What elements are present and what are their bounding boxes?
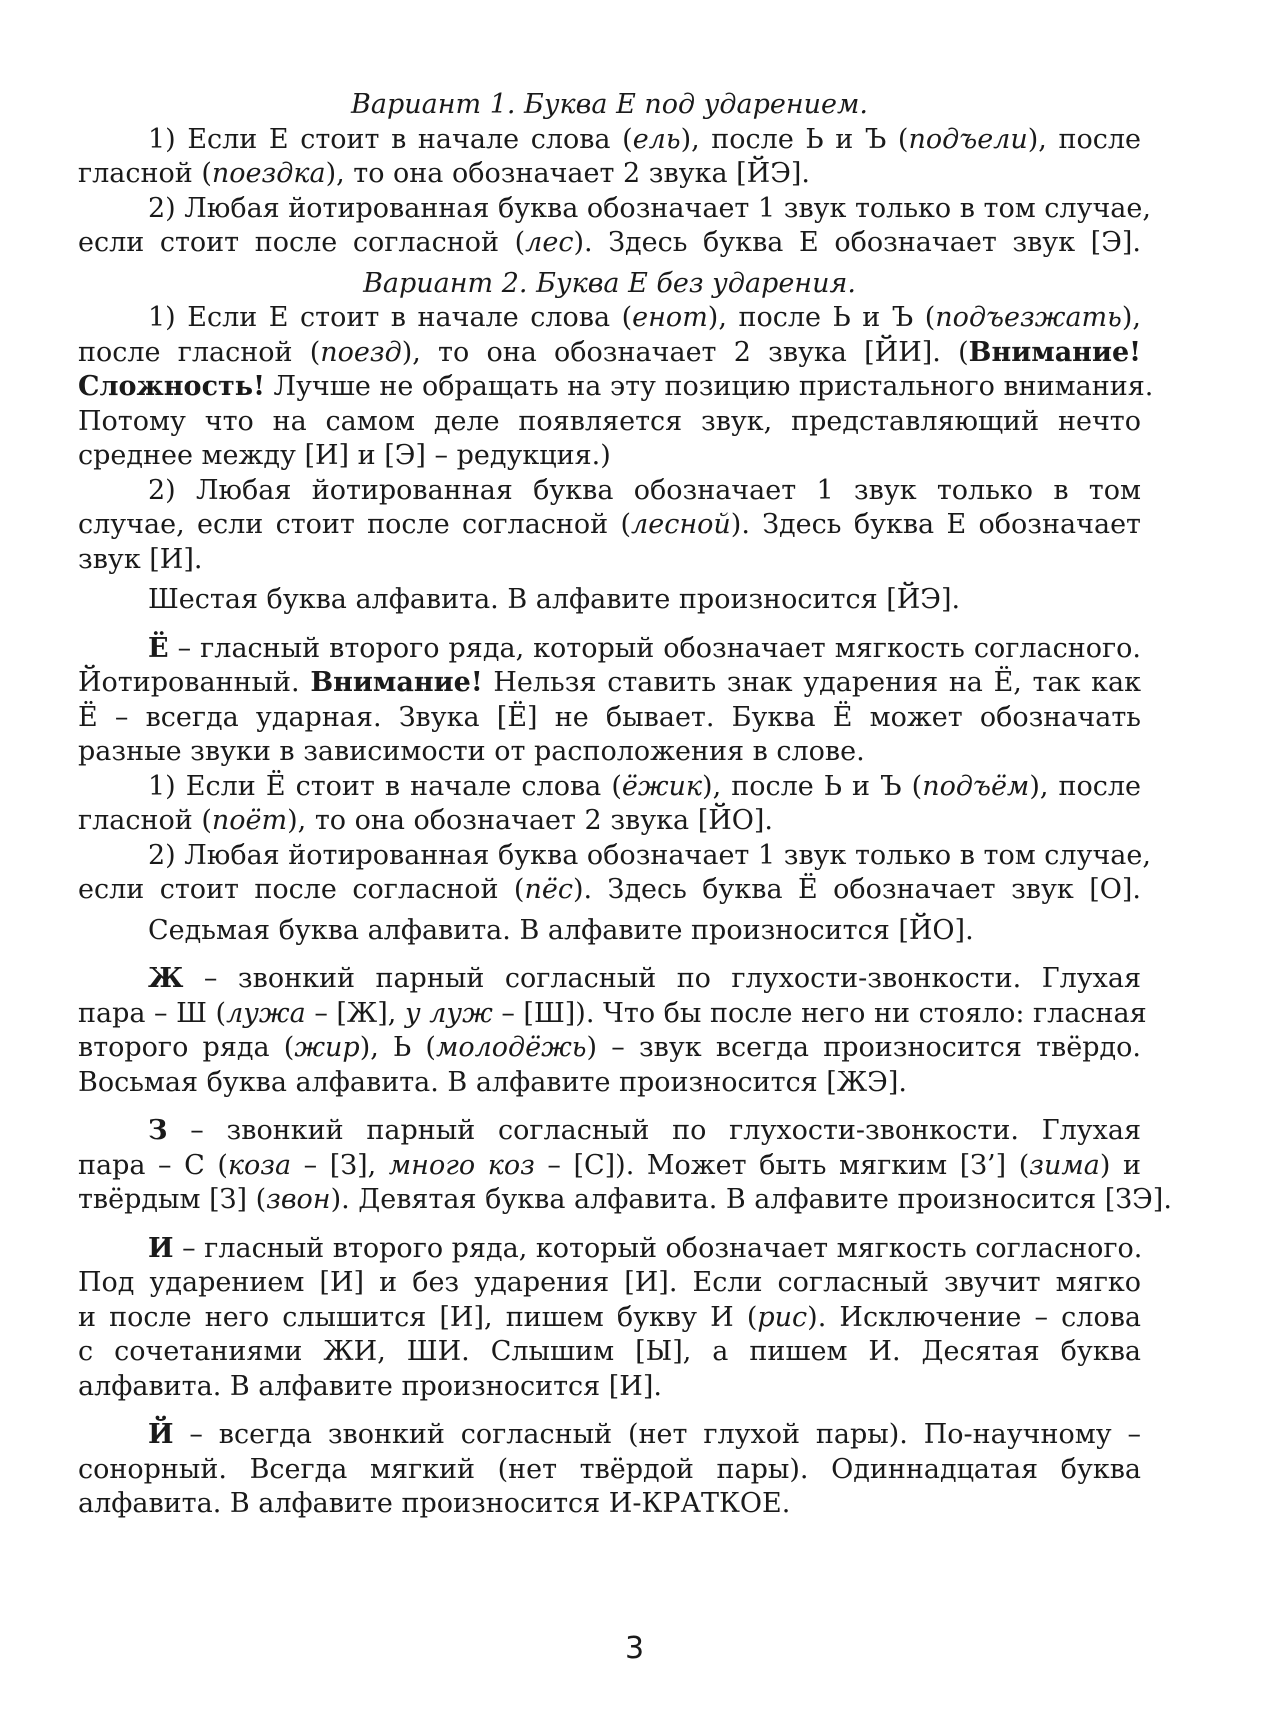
text-line bbox=[78, 914, 1141, 949]
section-e_alphabet bbox=[78, 583, 1141, 618]
text-line bbox=[78, 666, 1141, 701]
text-line bbox=[78, 632, 1141, 667]
emphasis-text: Сложность! bbox=[78, 371, 265, 402]
paragraph-gap bbox=[78, 1218, 1141, 1232]
text-line bbox=[78, 1418, 1141, 1453]
example-word: поездка bbox=[211, 158, 326, 189]
emphasis-text: З bbox=[148, 1115, 168, 1146]
example-word: подъели bbox=[908, 123, 1028, 155]
text-run: – гласный второго ряда, который обозначает мягкость согласного. bbox=[173, 1232, 1143, 1264]
example-word: поезд bbox=[320, 336, 402, 368]
text-line bbox=[78, 1301, 1141, 1336]
text-line bbox=[78, 1266, 1141, 1301]
text-run: с сочетаниями ЖИ, ШИ. Слышим [Ы], а пишем И. Десятая буква bbox=[78, 1336, 1141, 1367]
text-line bbox=[78, 123, 1141, 158]
text-run: ). Здесь буква Е обозначает bbox=[730, 509, 1141, 540]
example-word: ель bbox=[632, 123, 681, 155]
text-run: Йотированный. bbox=[78, 667, 311, 698]
text-run: если стоит после согласной ( bbox=[78, 874, 525, 905]
text-line bbox=[78, 1453, 1141, 1488]
text-line bbox=[78, 439, 1141, 474]
page-content bbox=[78, 88, 1172, 1522]
text-run: 1) Если Е стоит в начале слова ( bbox=[148, 123, 633, 155]
example-word: жир bbox=[294, 1032, 360, 1063]
emphasis-text: Внимание! bbox=[968, 336, 1142, 368]
text-run: – [Ш]). Что бы после него ни стояло: гласная bbox=[492, 997, 1147, 1029]
text-run: ). Девятая буква алфавита. В алфавите произносится [ЗЭ]. bbox=[330, 1184, 1172, 1215]
text-run: Седьмая буква алфавита. В алфавите произносится [ЙО]. bbox=[148, 914, 974, 946]
text-run: Вариант 2. Буква Е без ударения. bbox=[363, 267, 856, 299]
text-run: ). Здесь буква Е обозначает звук [Э]. bbox=[573, 227, 1141, 258]
text-line bbox=[78, 543, 1141, 578]
text-run: – [Ж], bbox=[305, 997, 405, 1029]
text-run: второго ряда ( bbox=[78, 1032, 295, 1063]
text-line bbox=[78, 839, 1151, 874]
section-e_stressed bbox=[78, 88, 1151, 261]
text-line bbox=[78, 873, 1141, 908]
example-word: молодёжь bbox=[435, 1032, 587, 1063]
example-word: ёжик bbox=[621, 770, 703, 802]
text-run: ), то она обозначает 2 звука [ЙО]. bbox=[287, 805, 774, 836]
section-i bbox=[78, 1232, 1141, 1405]
text-line bbox=[78, 583, 1141, 618]
text-line bbox=[78, 804, 1141, 839]
section-yo bbox=[78, 632, 1151, 908]
example-word: лес bbox=[525, 227, 574, 258]
text-line bbox=[78, 1031, 1141, 1066]
text-run: Лучше не обращать на эту позицию пристального внимания. bbox=[264, 371, 1154, 402]
example-word: звон bbox=[266, 1184, 331, 1215]
text-run: ), после bbox=[1027, 123, 1141, 155]
text-line bbox=[78, 192, 1151, 227]
text-line bbox=[78, 1487, 1141, 1522]
text-run: – звонкий парный согласный по глухости-звонкости. Глухая bbox=[183, 963, 1141, 994]
text-run: ). Исключение – слова bbox=[807, 1301, 1141, 1333]
text-run: – [С]). Может быть мягким [З’] ( bbox=[534, 1149, 1030, 1181]
text-line bbox=[78, 1183, 1172, 1218]
emphasis-text: Й bbox=[148, 1419, 174, 1450]
text-run: ) – звук всегда произносится твёрдо. bbox=[586, 1032, 1141, 1063]
text-run: алфавита. В алфавите произносится [И]. bbox=[78, 1370, 662, 1402]
text-line bbox=[78, 1370, 1141, 1405]
text-run: 1) Если Е стоит в начале слова ( bbox=[148, 302, 633, 333]
text-run: гласной ( bbox=[78, 158, 212, 189]
example-word: зима bbox=[1029, 1149, 1100, 1181]
text-line bbox=[78, 1066, 1141, 1101]
text-line bbox=[78, 157, 1141, 192]
text-run: пара – С ( bbox=[78, 1149, 228, 1181]
text-run: после гласной ( bbox=[78, 336, 321, 368]
page-number: 3 bbox=[624, 1631, 645, 1666]
text-run: случае, если стоит после согласной ( bbox=[78, 509, 632, 540]
text-line bbox=[78, 1114, 1141, 1149]
text-run: ), после Ь и Ъ ( bbox=[707, 302, 936, 333]
text-line bbox=[78, 508, 1141, 543]
text-run: – гласный второго ряда, который обозначает мягкость согласного. bbox=[168, 632, 1141, 664]
text-line bbox=[78, 735, 1141, 770]
text-line bbox=[78, 226, 1141, 261]
text-run: ), после bbox=[1029, 770, 1141, 802]
text-run: сонорный. Всегда мягкий (нет твёрдой пары). Одиннадцатая буква bbox=[78, 1453, 1141, 1485]
text-run: ) и bbox=[1099, 1149, 1141, 1181]
section-yo_alphabet bbox=[78, 914, 1141, 949]
paragraph-gap bbox=[78, 948, 1141, 962]
text-line bbox=[78, 336, 1141, 371]
text-line bbox=[78, 370, 1154, 405]
text-run: гласной ( bbox=[78, 805, 212, 836]
text-run: алфавита. В алфавите произносится И-КРАТКОЕ. bbox=[78, 1488, 791, 1519]
text-run: звук [И]. bbox=[78, 543, 203, 575]
text-line bbox=[78, 962, 1141, 997]
text-run: 2) Любая йотированная буква обозначает 1 звук только в том случае, bbox=[148, 839, 1151, 871]
text-run: 1) Если Ё стоит в начале слова ( bbox=[148, 770, 622, 802]
paragraph-gap bbox=[78, 1404, 1141, 1418]
paragraph-gap bbox=[78, 1100, 1141, 1114]
section-e_unstressed bbox=[78, 267, 1154, 578]
text-run: ), после Ь и Ъ ( bbox=[680, 123, 909, 155]
text-run: – звонкий парный согласный по глухости-звонкости. Глухая bbox=[167, 1115, 1141, 1146]
emphasis-text: Внимание! bbox=[310, 667, 483, 698]
section-y_short bbox=[78, 1418, 1141, 1522]
example-word: поёт bbox=[211, 805, 288, 836]
example-word: лужа bbox=[226, 997, 306, 1029]
text-run: Вариант 1. Буква Е под ударением. bbox=[351, 89, 868, 120]
text-run: ), Ь ( bbox=[359, 1032, 436, 1063]
text-run: 2) Любая йотированная буква обозначает 1 звук только в том bbox=[148, 474, 1141, 506]
text-run: если стоит после согласной ( bbox=[78, 227, 526, 258]
example-word: лесной bbox=[631, 509, 731, 540]
emphasis-text: Ё bbox=[148, 632, 169, 664]
text-run: ), то она обозначает 2 звука [ЙИ]. ( bbox=[401, 336, 969, 368]
text-run: ). Здесь буква Ё обозначает звук [О]. bbox=[572, 874, 1141, 905]
example-word: подъём bbox=[922, 770, 1030, 802]
text-line bbox=[78, 405, 1141, 440]
text-line bbox=[78, 301, 1141, 336]
section-zh bbox=[78, 962, 1147, 1100]
example-word: пёс bbox=[524, 874, 573, 905]
example-word: много коз bbox=[388, 1149, 535, 1181]
emphasis-text: Ж bbox=[148, 963, 184, 994]
section-z bbox=[78, 1114, 1172, 1218]
text-run: – [З], bbox=[291, 1149, 389, 1181]
text-line bbox=[78, 474, 1141, 509]
text-run: пара – Ш ( bbox=[78, 997, 227, 1029]
text-line bbox=[78, 1149, 1141, 1184]
text-run: Ё – всегда ударная. Звука [Ё] не бывает. Буква Ё может обозначать bbox=[78, 701, 1141, 733]
section-heading bbox=[78, 267, 1141, 302]
text-run: ), bbox=[1121, 302, 1141, 333]
example-word: у луж bbox=[404, 997, 493, 1029]
text-run: Нельзя ставить знак ударения на Ё, так как bbox=[482, 667, 1141, 698]
text-run: среднее между [И] и [Э] – редукция.) bbox=[78, 440, 611, 471]
text-run: – всегда звонкий согласный (нет глухой пары). По-научному – bbox=[173, 1419, 1141, 1450]
example-word: рис bbox=[757, 1301, 808, 1333]
text-run: Под ударением [И] и без ударения [И]. Если согласный звучит мягко bbox=[78, 1267, 1141, 1298]
text-line bbox=[78, 1232, 1141, 1267]
paragraph-gap bbox=[78, 618, 1141, 632]
section-heading bbox=[78, 88, 1141, 123]
emphasis-text: И bbox=[148, 1232, 174, 1264]
text-run: твёрдым [З] ( bbox=[78, 1184, 267, 1215]
example-word: енот bbox=[632, 302, 708, 333]
text-line bbox=[78, 1335, 1141, 1370]
text-run: и после него слышится [И], пишем букву И ( bbox=[78, 1301, 758, 1333]
text-run: Потому что на самом деле появляется звук, представляющий нечто bbox=[78, 405, 1141, 437]
text-run: Шестая буква алфавита. В алфавите произносится [ЙЭ]. bbox=[148, 584, 961, 615]
text-run: ), после Ь и Ъ ( bbox=[702, 770, 923, 802]
example-word: коза bbox=[227, 1149, 292, 1181]
text-line bbox=[78, 770, 1141, 805]
text-run: ), то она обозначает 2 звука [ЙЭ]. bbox=[325, 158, 810, 189]
example-word: подъезжать bbox=[935, 302, 1122, 333]
text-line bbox=[78, 997, 1147, 1032]
text-line bbox=[78, 701, 1141, 736]
text-run: Восьмая буква алфавита. В алфавите произносится [ЖЭ]. bbox=[78, 1066, 907, 1098]
text-run: разные звуки в зависимости от расположения в слове. bbox=[78, 736, 865, 767]
text-run: 2) Любая йотированная буква обозначает 1 звук только в том случае, bbox=[148, 192, 1151, 224]
